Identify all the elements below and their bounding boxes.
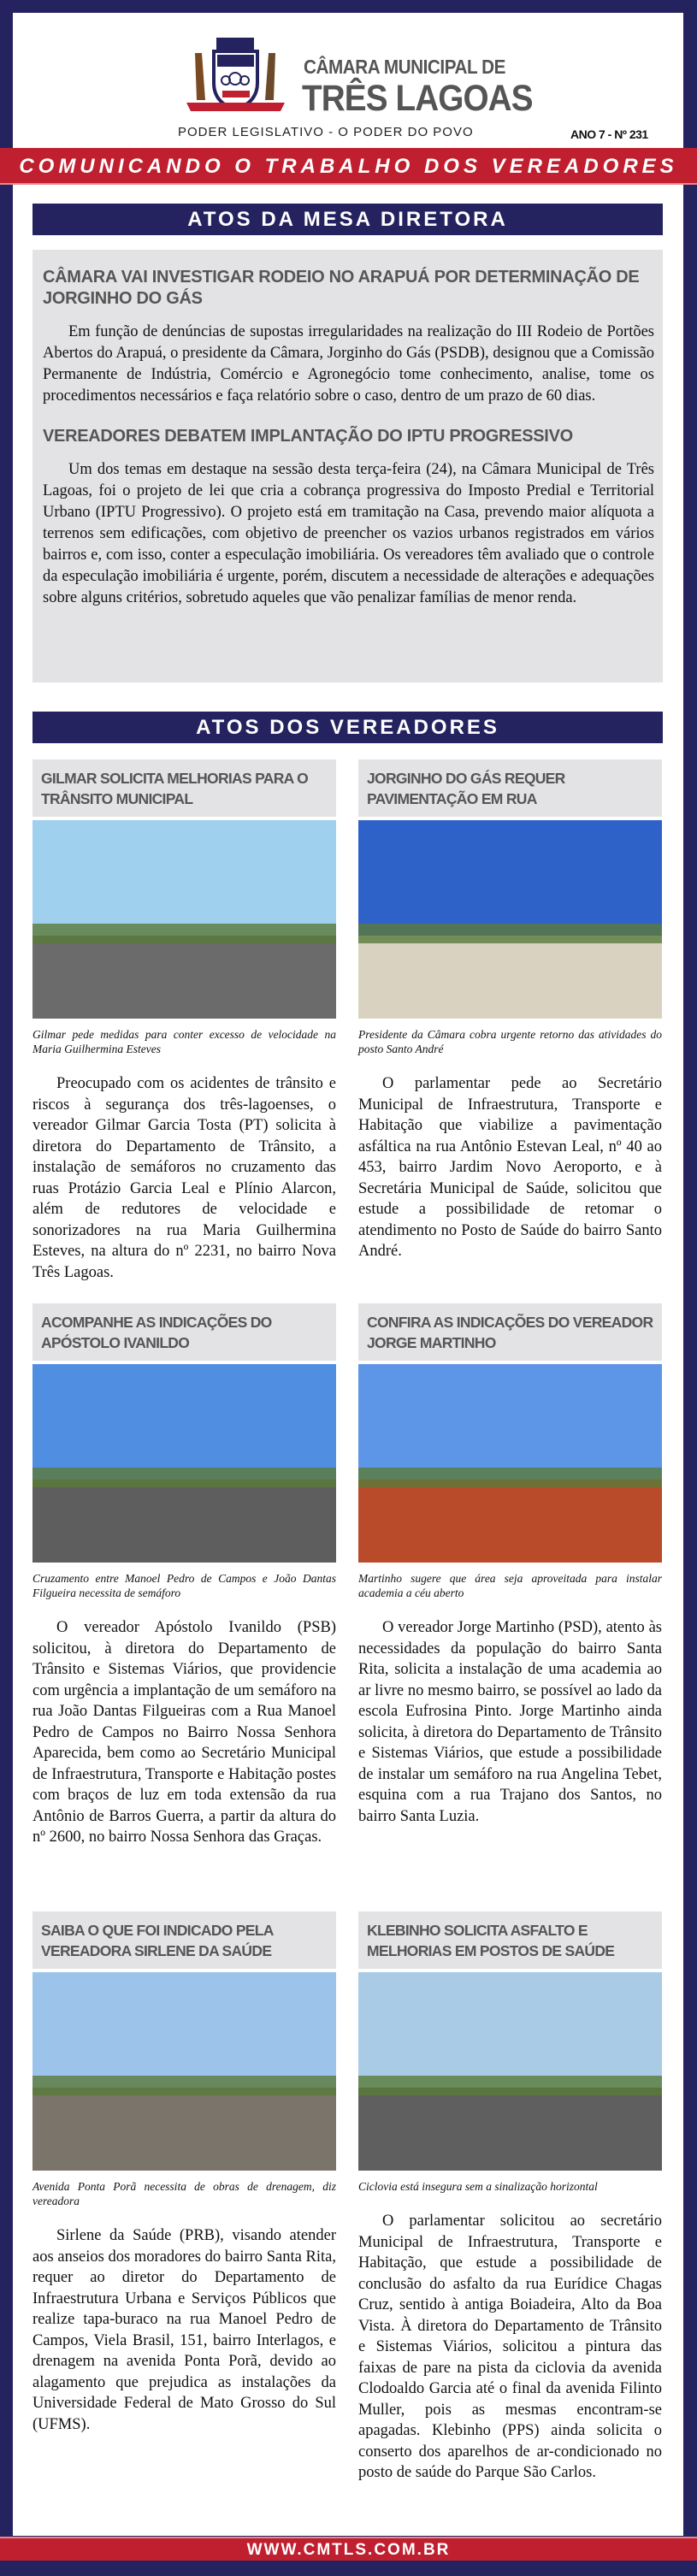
article-body: Preocupado com os acidentes de trânsito e riscos à segurança dos três-lagoenses, o vereador Gilmar Garcia Tosta (PT) solicita à diretora do Departamento de Trânsito, a instalação de semáforos no cruzamento das ruas Protázio Garcia Leal e Plínio Alarcon, além de redutores de velocidade e sonorizadores na rua Maria Guilhermina Esteves, na altura do nº 2231, no bairro Nova Três Lagoas.: [32, 1075, 336, 1281]
article-title: CÂMARA VAI INVESTIGAR RODEIO NO ARAPUÁ POR DETERMINAÇÃO DE JORGINHO DO GÁS: [43, 268, 640, 308]
article-title: SAIBA O QUE FOI INDICADO PELA VEREADORA SIRLENE DA SAÚDE: [32, 1911, 336, 1969]
footer-url[interactable]: WWW.CMTLS.COM.BR: [0, 2537, 697, 2561]
article-card: [32, 1911, 336, 2435]
article-body: O vereador Apóstolo Ivanildo (PSB) solicitou, à diretora do Departamento de Trânsito e Sistemas Viários, que providencie com urgência a implantação de um semáforo na rua João Dantas Filgueiras com a Rua Manoel Pedro de Campos no Bairro Nossa Senhora Aparecida, bem como ao Secretário Municipal de Infraestrutura, Transporte e Habitação postes com braços de luz em toda extensão da rua Antônio de Barros Guerra, a partir da altura do nº 2600, no bairro Nossa Senhora das Graças.: [32, 1619, 336, 1846]
photo-caption: Cruzamento entre Manoel Pedro de Campos e João Dantas Filgueira necessita de semáforo: [32, 1572, 336, 1599]
edition-number: ANO 7 - Nº 231: [570, 127, 648, 141]
photo-caption: Avenida Ponta Porã necessita de obras de drenagem, diz vereadora: [32, 2180, 336, 2207]
article-body: Um dos temas em destaque na sessão desta terça-feira (24), na Câmara Municipal de Três Lagoas, foi o projeto de lei que cria a cobrança progressiva do Imposto Predial e Territorial Urbano (IPTU Progressivo). O projeto está em tramitação na Casa, prevendo maior alíquota a terrenos sem edificações, com objetivo de preencher os vazios urbanos registrados em vários bairros e, com isso, conter a especulação imobiliária. Os vereadores têm avaliado que o controle da especulação imobiliária é urgente, porém, discutem a necessidade de alterações e adequações sobre alguns critérios, sobretudo aqueles que vão penalizar famílias de menor renda.: [43, 461, 654, 606]
article-body: O parlamentar solicitou ao secretário Municipal de Infraestrutura, Transporte e Habitação, que estude a possibilidade de conclusão do asfalto da rua Eurídice Chagas Cruz, sentido à antiga Boiadeira, Alto da Boa Vista. À diretora do Departamento de Trânsito e Sistemas Viários, solicitou a pintura das faixas de pare na pista da ciclovia da avenida Clodoaldo Garcia até o final da avenida Filinto Muller, pois as mesmas encontram-se apagadas. Klebinho (PPS) ainda solicita o conserto dos aparelhos de ar-condicionado no posto de saúde do Parque São Carlos.: [358, 2213, 662, 2481]
article-card: [358, 1303, 662, 1827]
masthead-title-line2: TRÊS LAGOAS: [302, 78, 533, 119]
photo-caption: Martinho sugere que área seja aproveitada para instalar academia a céu aberto: [358, 1572, 662, 1599]
article-photo: [358, 1364, 662, 1563]
article-body: Sirlene da Saúde (PRB), visando atender aos anseios dos moradores do bairro Santa Rita, requer ao diretor do Departamento de Infraestrutura Urbana e Serviços Públicos que realize tapa-buraco na rua Manoel Pedro de Campos, Viela Brasil, 151, bairro Interlagos, e drenagem na avenida Ponta Porã, devido ao alagamento que prejudica as instalações da Universidade Federal de Mato Grosso do Sul (UFMS).: [32, 2227, 336, 2433]
article-title: VEREADORES DEBATEM IMPLANTAÇÃO DO IPTU PROGRESSIVO: [43, 427, 573, 446]
banner: COMUNICANDO O TRABALHO DOS VEREADORES: [0, 148, 697, 185]
masthead-subtitle: PODER LEGISLATIVO - O PODER DO POVO: [178, 125, 474, 139]
section-title-vereadores: ATOS DOS VEREADORES: [32, 712, 663, 743]
article-photo: [358, 820, 662, 1019]
article-photo: [32, 820, 336, 1019]
article-card: [358, 1911, 662, 2484]
article-card: [358, 759, 662, 1262]
photo-caption: Presidente da Câmara cobra urgente retorno das atividades do posto Santo André: [358, 1028, 662, 1055]
article-title: JORGINHO DO GÁS REQUER PAVIMENTAÇÃO EM RUA: [358, 759, 662, 817]
article-title: ACOMPANHE AS INDICAÇÕES DO APÓSTOLO IVANILDO: [32, 1303, 336, 1361]
mesa-panel: [32, 250, 663, 682]
article-body: O vereador Jorge Martinho (PSD), atento às necessidades da população do bairro Santa Rita, solicita a instalação de uma academia ao ar livre no mesmo bairro, se possível ao lado da escola Eufrosina Pinto. Jorge Martinho ainda solicita, à diretora do Departamento de Trânsito e Sistemas Viários, que estude a possibilidade de instalar um semáforo na rua Angelina Tebet, esquina com a rua Trajano dos Santos, no bairro Santa Luzia.: [358, 1619, 662, 1825]
article-card: [32, 1303, 336, 1848]
article-body: O parlamentar pede ao Secretário Municipal de Infraestrutura, Transporte e Habitação que viabilize a pavimentação asfáltica na rua Antônio Estevan Leal, nº 40 ao 453, bairro Jardim Novo Aeroporto, e à Secretária Municipal de Saúde, solicitou que estude a possibilidade de retomar o atendimento no Posto de Saúde do bairro Santo André.: [358, 1075, 662, 1260]
article-title: GILMAR SOLICITA MELHORIAS PARA O TRÂNSITO MUNICIPAL: [32, 759, 336, 817]
article-photo: [32, 1972, 336, 2171]
coat-of-arms-logo: [178, 36, 293, 117]
photo-caption: Ciclovia está insegura sem a sinalização horizontal: [358, 2180, 598, 2193]
article-body: Em função de denúncias de supostas irregularidades na realização do III Rodeio de Portões Abertos do Arapuá, o presidente da Câmara, Jorginho do Gás (PSDB), designou que a Comissão Permanente de Indústria, Comércio e Agronegócio tome conhecimento, analise, tome os procedimentos necessários e faça relatório sobre o caso, dentro de um prazo de 60 dias.: [43, 323, 654, 405]
photo-caption: Gilmar pede medidas para conter excesso de velocidade na Maria Guilhermina Esteves: [32, 1028, 336, 1055]
masthead-title-line1: CÂMARA MUNICIPAL DE: [304, 56, 506, 78]
article-title: KLEBINHO SOLICITA ASFALTO E MELHORIAS EM POSTOS DE SAÚDE: [358, 1911, 662, 1969]
article-photo: [358, 1972, 662, 2171]
section-title-mesa: ATOS DA MESA DIRETORA: [32, 204, 663, 235]
article-title: CONFIRA AS INDICAÇÕES DO VEREADOR JORGE MARTINHO: [358, 1303, 662, 1361]
article-card: [32, 759, 336, 1283]
article-photo: [32, 1364, 336, 1563]
